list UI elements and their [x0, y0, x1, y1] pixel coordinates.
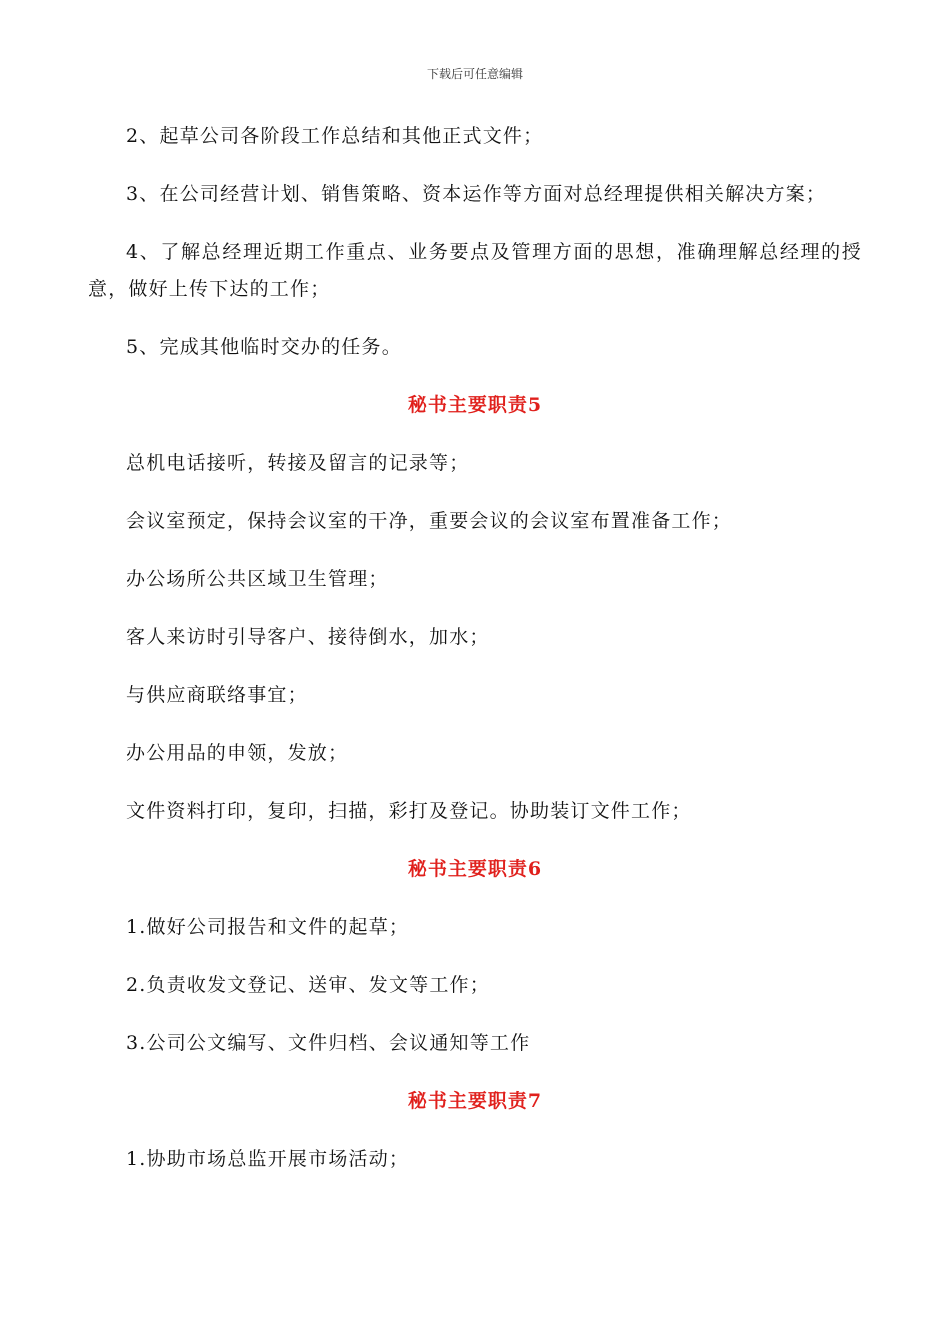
paragraph: 3.公司公文编写、文件归档、会议通知等工作	[126, 1032, 531, 1054]
section-heading: 秘书主要职责6	[407, 858, 543, 880]
paragraph: 3、在公司经营计划、销售策略、资本运作等方面对总经理提供相关解决方案；	[126, 183, 827, 205]
paragraph: 文件资料打印，复印，扫描，彩打及登记。协助装订文件工作；	[126, 800, 692, 822]
paragraph: 会议室预定，保持会议室的干净，重要会议的会议室布置准备工作；	[126, 510, 733, 532]
paragraph: 2、起草公司各阶段工作总结和其他正式文件；	[126, 125, 544, 147]
paragraph: 办公用品的申领，发放；	[126, 742, 349, 764]
section-heading: 秘书主要职责5	[407, 394, 543, 416]
paragraph: 2.负责收发文登记、送审、发文等工作；	[126, 974, 490, 996]
section-heading: 秘书主要职责7	[407, 1090, 543, 1112]
paragraph: 办公场所公共区域卫生管理；	[126, 568, 389, 590]
document-body	[88, 118, 862, 1178]
paragraph: 总机电话接听，转接及留言的记录等；	[126, 452, 470, 474]
paragraph: 与供应商联络事宜；	[126, 684, 308, 706]
paragraph: 客人来访时引导客户、接待倒水，加水；	[126, 626, 490, 648]
paragraph: 1.做好公司报告和文件的起草；	[126, 916, 410, 938]
paragraph: 4、了解总经理近期工作重点、业务要点及管理方面的思想，准确理解总经理的授意，做好上传下达的工作；	[88, 241, 862, 300]
paragraph: 1.协助市场总监开展市场活动；	[126, 1148, 410, 1170]
paragraph: 5、完成其他临时交办的任务。	[126, 336, 402, 358]
page-header: 下载后可任意编辑	[426, 67, 523, 81]
